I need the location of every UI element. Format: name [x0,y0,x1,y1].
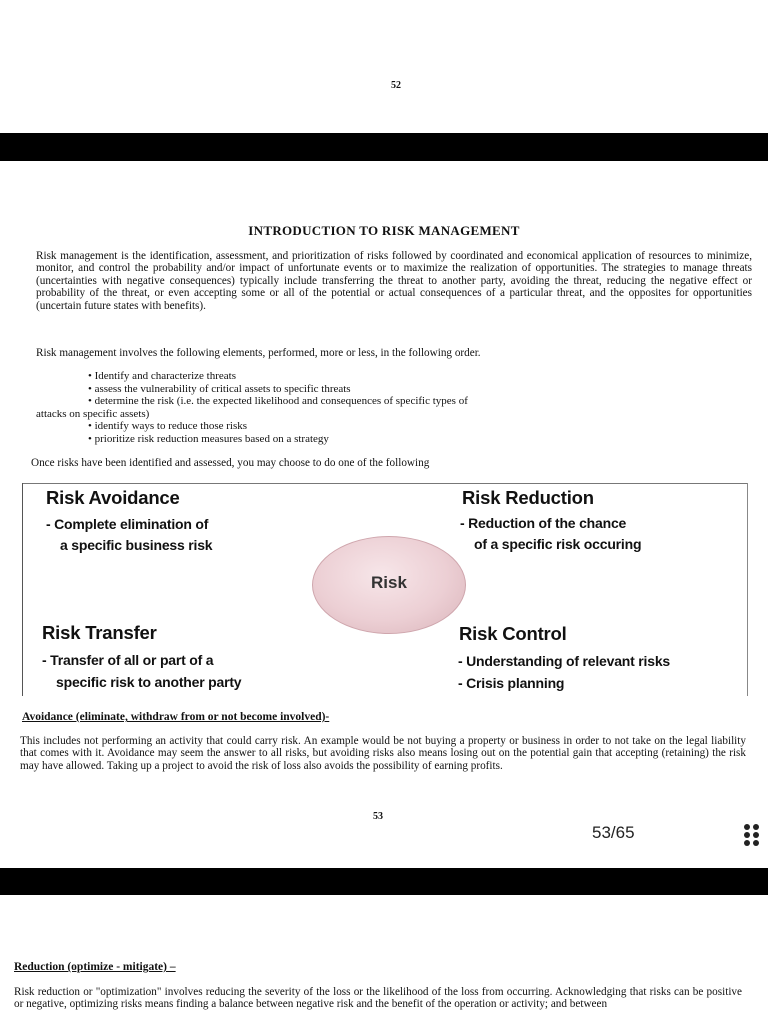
diagram-border-right [747,483,748,696]
list-item: • assess the vulnerability of critical assets to specific threats [88,382,351,395]
more-dots-icon[interactable] [744,824,766,846]
risk-control-line1: - Understanding of relevant risks [458,653,671,669]
elements-intro: Risk management involves the following elements, performed, more or less, in the following order. [36,347,481,359]
risk-center-label: Risk [371,573,407,592]
risk-transfer-line2: specific risk to another party [56,674,242,690]
risk-reduction-line1: - Reduction of the chance [460,515,627,531]
intro-paragraph: Risk management is the identification, assessment, and prioritization of risks followed by coordinated and economical application of resources to minimize, monitor, and control the probability and/or impact of unfortunate events or to maximize the realization of opportunities. The strategies to manage threats (uncertainties with negative consequences) typically include transferring the threat to another party, avoiding the threat, reducing the negative effect or probability of the threat, or even accepting some or all of the potential or actual consequences of a particular threat, and the opposites for opportunities (uncertain future states with benefits). [36,250,752,312]
list-item: • determine the risk (i.e. the expected likelihood and consequences of specific types of [88,395,468,408]
list-item-text: Identify and characterize threats [94,370,236,382]
risk-control-line2: - Crisis planning [458,675,565,691]
risk-transfer-title: Risk Transfer [42,622,157,643]
risk-center-circle [312,536,466,634]
list-item: • Identify and characterize threats [88,370,236,382]
page-title: INTRODUCTION TO RISK MANAGEMENT [248,223,520,238]
list-item: • identify ways to reduce those risks [88,420,248,433]
risk-reduction-line2: of a specific risk occuring [474,536,642,552]
reduction-heading: Reduction (optimize - mitigate) – [14,961,176,973]
page-separator-top [0,133,768,161]
risk-avoidance-line1: - Complete elimination of [46,516,209,532]
page-number-52: 52 [391,80,401,91]
avoidance-paragraph: This includes not performing an activity that could carry risk. An example would be not buying a property or business in order to not take on the legal liability that comes with it. Avoidance may seem the answer to all risks, but avoiding risks also means losing out on the potential gain that accepting (retaining) the risk may have allowed. Taking up a project to avoid the risk of loss also avoids the possibility of earning profits. [20,735,746,772]
risk-transfer-line1: - Transfer of all or part of a [42,652,214,668]
risk-elements-list [36,370,752,446]
list-item-text: assess the vulnerability of critical assets to specific threats [94,382,351,395]
page-counter: 53/65 [592,823,635,842]
avoidance-heading: Avoidance (eliminate, withdraw from or not become involved)- [22,711,330,723]
reduction-paragraph: Risk reduction or "optimization" involves reducing the severity of the loss or the likelihood of the loss from occurring. Acknowledging that risks can be positive or negative, optimizing risks means finding a balance between negative risk and the benefit of the operation or activity; and between [14,986,742,1011]
page-number-53: 53 [373,811,383,822]
diagram-border-top [22,483,748,484]
choose-line: Once risks have been identified and assessed, you may choose to do one of the following [31,457,430,469]
risk-reduction-title: Risk Reduction [462,487,594,508]
diagram-border-left [22,483,23,696]
risk-control-title: Risk Control [459,623,567,644]
risk-avoidance-line2: a specific business risk [60,537,213,553]
list-item-text: prioritize risk reduction measures based on a strategy [94,432,329,445]
risk-avoidance-title: Risk Avoidance [46,487,180,508]
list-item-continuation: attacks on specific assets) [36,407,150,420]
list-item-text: identify ways to reduce those risks [94,420,248,433]
list-item-text: determine the risk (i.e. the expected likelihood and consequences of specific types of [94,395,468,408]
risk-strategies-diagram [22,483,748,696]
list-item: • prioritize risk reduction measures based on a strategy [88,432,329,445]
page-separator-bottom [0,868,768,895]
